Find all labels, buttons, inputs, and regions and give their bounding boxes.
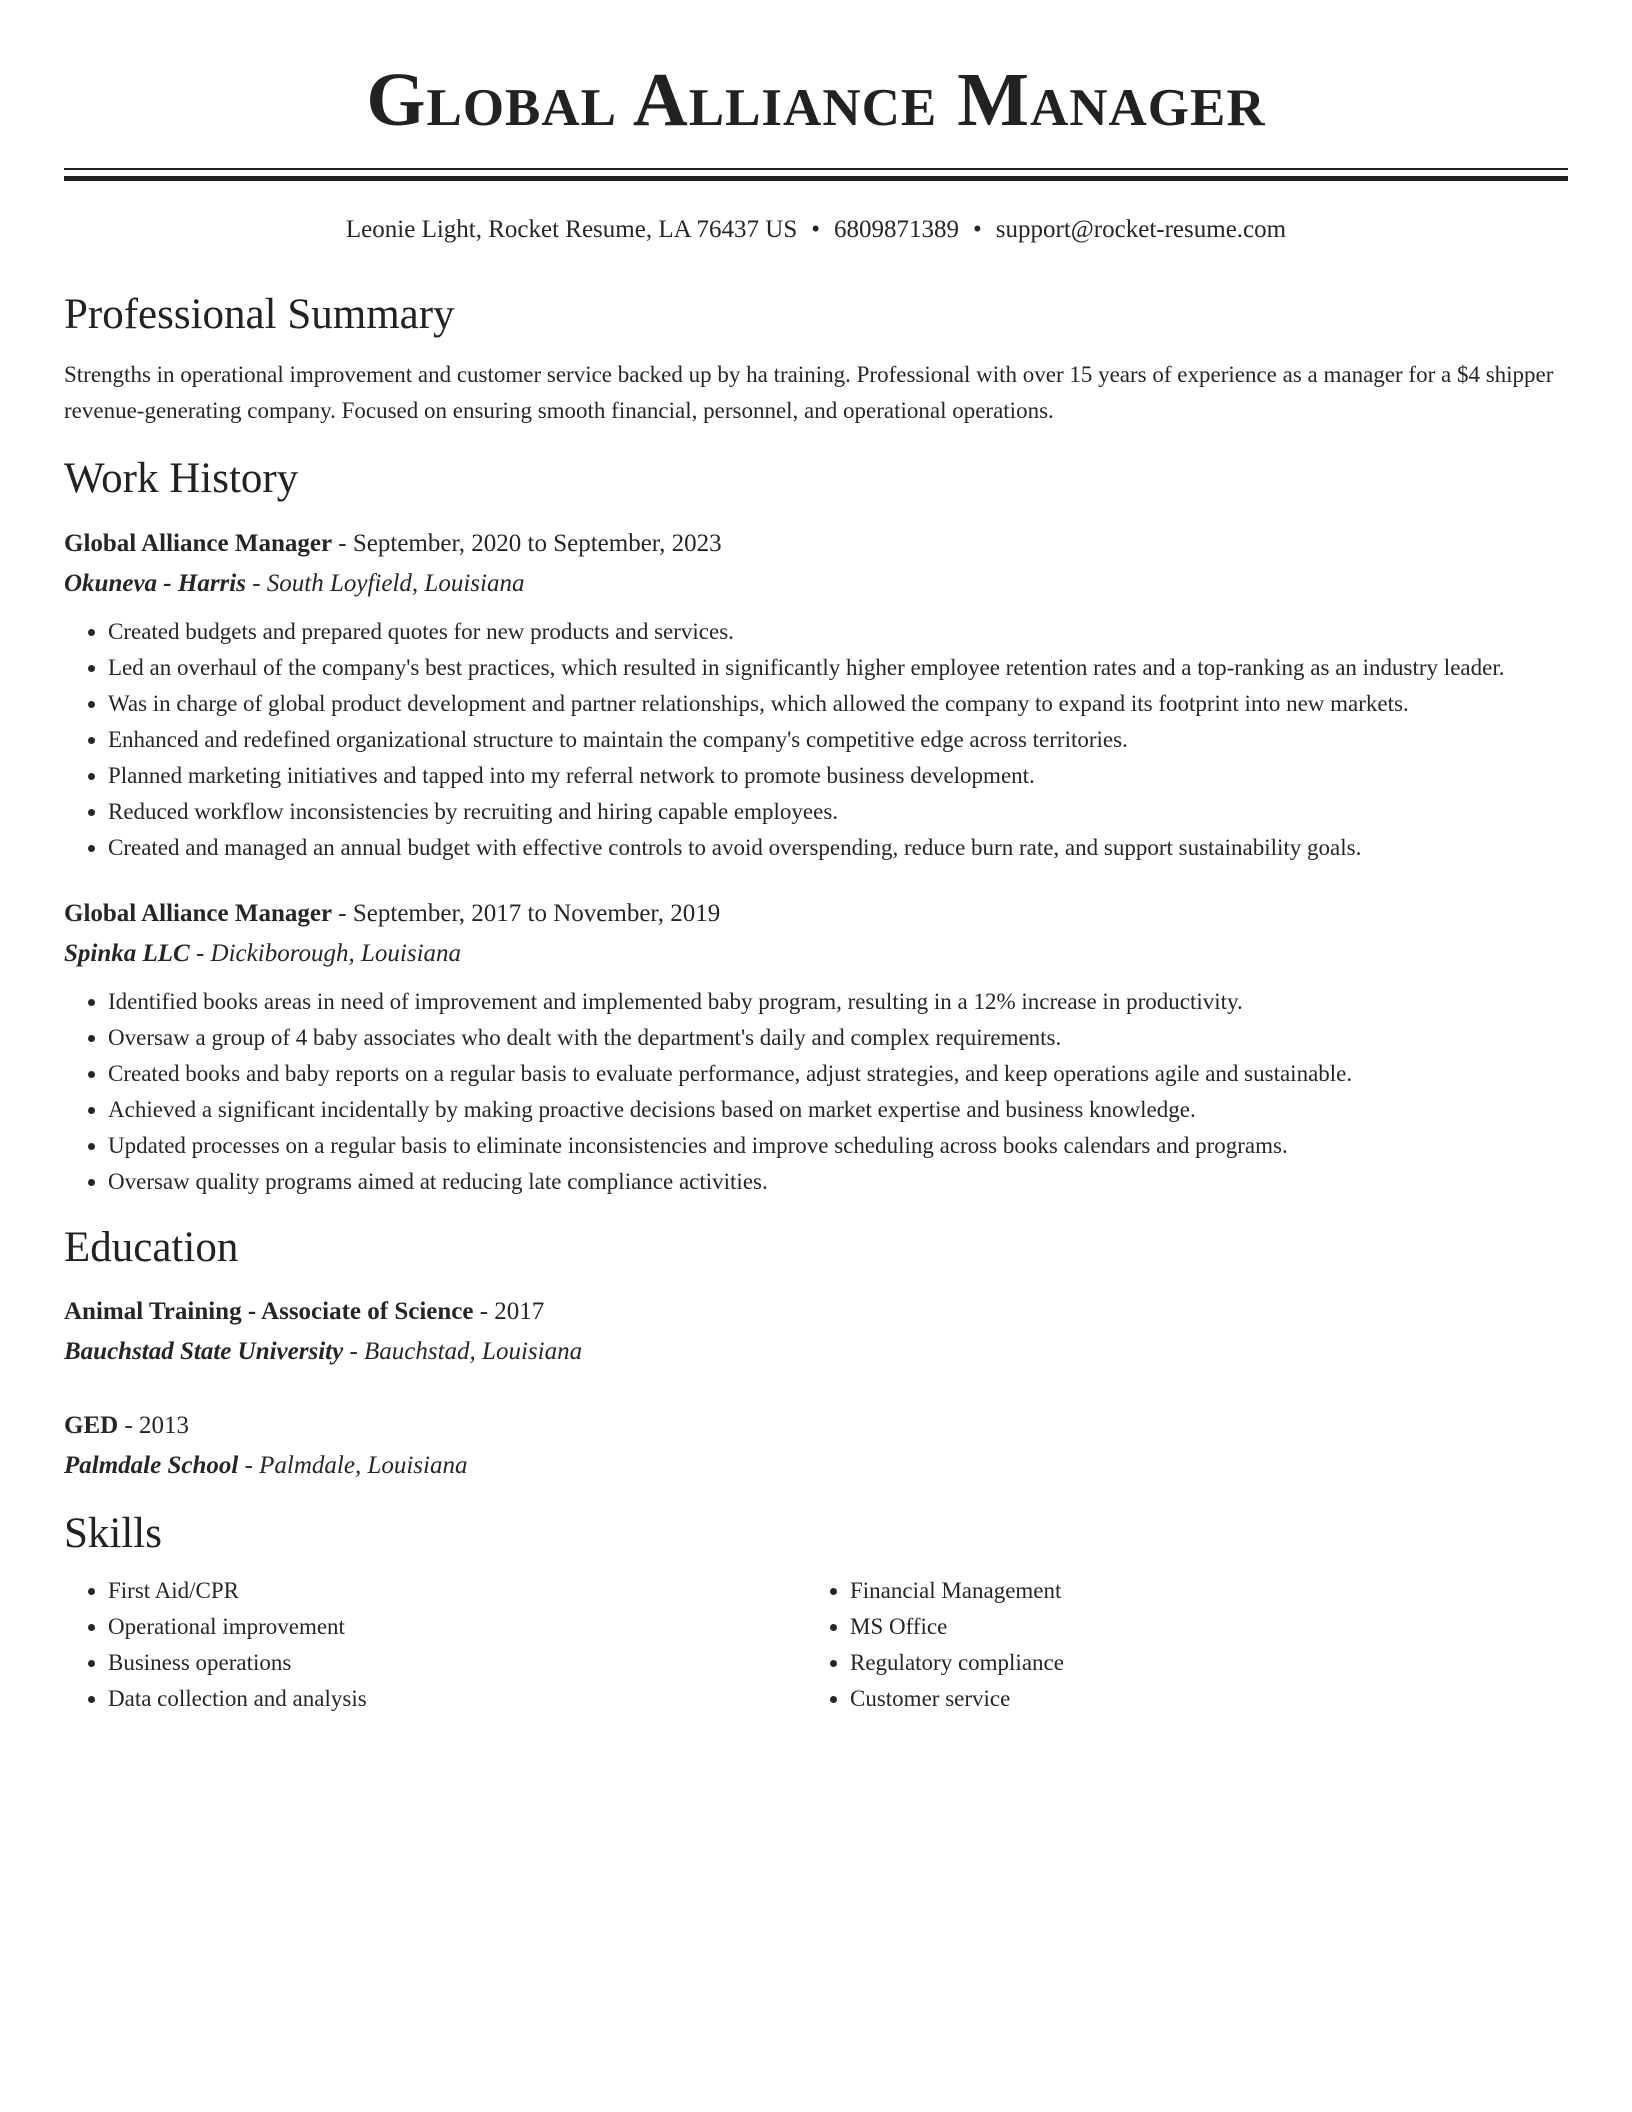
skill-item: • Business operations — [108, 1645, 806, 1681]
work-history-heading: Work History — [64, 454, 299, 502]
job-bullets — [64, 614, 1568, 866]
education-location: - Palmdale, Louisiana — [238, 1451, 468, 1479]
job-dates: - September, 2017 to November, 2019 — [332, 900, 721, 928]
education-school-line — [64, 1332, 1568, 1372]
job-bullet: • Was in charge of global product development and partner relationships, which allowed the company to expand its footprint into new markets. — [108, 686, 1568, 722]
skill-item: • Financial Management — [850, 1573, 1548, 1609]
contact-email: support@rocket-resume.com — [995, 216, 1287, 243]
education-degree-line — [64, 1406, 1568, 1446]
job-title: Global Alliance Manager — [64, 900, 333, 928]
job-bullet: • Enhanced and redefined organizational structure to maintain the company's competitive edge across territories. — [108, 722, 1568, 758]
job-bullet: • Oversaw a group of 4 baby associates who dealt with the department's daily and complex requirements. — [108, 1020, 1568, 1056]
job-location: - Dickiborough, Louisiana — [189, 940, 462, 968]
education-year: - 2017 — [473, 1297, 545, 1325]
job-bullet: • Created and managed an annual budget with effective controls to avoid overspending, reduce burn rate, and support sustainability goals. — [108, 830, 1568, 866]
skills-heading: Skills — [64, 1509, 162, 1557]
education-year: - 2013 — [118, 1411, 190, 1439]
job-bullet: • Updated processes on a regular basis to eliminate inconsistencies and improve scheduling across books calendars and programs. — [108, 1128, 1568, 1164]
summary-heading: Professional Summary — [64, 291, 455, 338]
job-title: Global Alliance Manager — [64, 530, 333, 558]
job-title-line — [64, 524, 1568, 564]
job-company: Spinka LLC — [64, 940, 190, 968]
contact-phone: 6809871389 — [834, 216, 960, 243]
skill-item: • Regulatory compliance — [850, 1645, 1548, 1681]
education-entry — [64, 1292, 1568, 1372]
job-company: Okuneva - Harris — [64, 570, 246, 598]
education-heading: Education — [64, 1224, 239, 1272]
job-bullet: • Identified books areas in need of improvement and implemented baby program, resulting in a 12% increase in productivity. — [108, 984, 1568, 1020]
job-bullet: • Achieved a significant incidentally by making proactive decisions based on market expertise and business knowledge. — [108, 1092, 1568, 1128]
job-bullet: • Oversaw quality programs aimed at reducing late compliance activities. — [108, 1164, 1568, 1200]
job-company-line — [64, 934, 1568, 974]
skill-item: • Operational improvement — [108, 1609, 806, 1645]
education-location: - Bauchstad, Louisiana — [343, 1337, 583, 1365]
contact-separator: • — [973, 216, 982, 243]
job-bullet: • Reduced workflow inconsistencies by recruiting and hiring capable employees. — [108, 794, 1568, 830]
job-bullet: • Led an overhaul of the company's best practices, which resulted in significantly higher employee retention rates and a top-ranking as an industry leader. — [108, 650, 1568, 686]
skill-item: • Customer service — [850, 1681, 1548, 1717]
contact-address: Leonie Light, Rocket Resume, LA 76437 US — [345, 216, 798, 243]
title-rule-thin — [64, 168, 1568, 170]
contact-line — [64, 215, 1568, 245]
job-company-line — [64, 564, 1568, 604]
summary-text: Strengths in operational improvement and customer service backed up by ha training. Professional with over 15 years of experience as a manager for a $4 shipper revenue-generating company. Focused on ensuring smooth financial, personnel, and operational operations. — [64, 361, 1554, 423]
job-dates: - September, 2020 to September, 2023 — [332, 530, 722, 558]
education-school: Bauchstad State University — [64, 1337, 344, 1365]
education-degree-line — [64, 1292, 1568, 1332]
job-entry — [64, 894, 1568, 1200]
job-bullet: • Created budgets and prepared quotes for new products and services. — [108, 614, 1568, 650]
job-location: - South Loyfield, Louisiana — [245, 570, 525, 598]
skill-item: • Data collection and analysis — [108, 1681, 806, 1717]
education-degree: GED — [64, 1411, 119, 1439]
job-title-line — [64, 894, 1568, 934]
title-rule-thick — [64, 176, 1568, 181]
education-school-line — [64, 1446, 1568, 1486]
job-bullet: • Created books and baby reports on a regular basis to evaluate performance, adjust strategies, and keep operations agile and sustainable. — [108, 1056, 1568, 1092]
skill-item: • First Aid/CPR — [108, 1573, 806, 1609]
resume-title: Global Alliance Manager — [366, 58, 1266, 142]
skill-item: • MS Office — [850, 1609, 1548, 1645]
skills-columns — [64, 1573, 1568, 1717]
education-school: Palmdale School — [64, 1451, 239, 1479]
contact-separator: • — [811, 216, 821, 243]
job-entry — [64, 524, 1568, 866]
job-bullet: • Planned marketing initiatives and tapped into my referral network to promote business development. — [108, 758, 1568, 794]
education-entry — [64, 1406, 1568, 1486]
skills-column-right — [806, 1573, 1548, 1717]
skills-column-left — [64, 1573, 806, 1717]
education-degree: Animal Training - Associate of Science — [64, 1297, 474, 1325]
job-bullets — [64, 984, 1568, 1200]
